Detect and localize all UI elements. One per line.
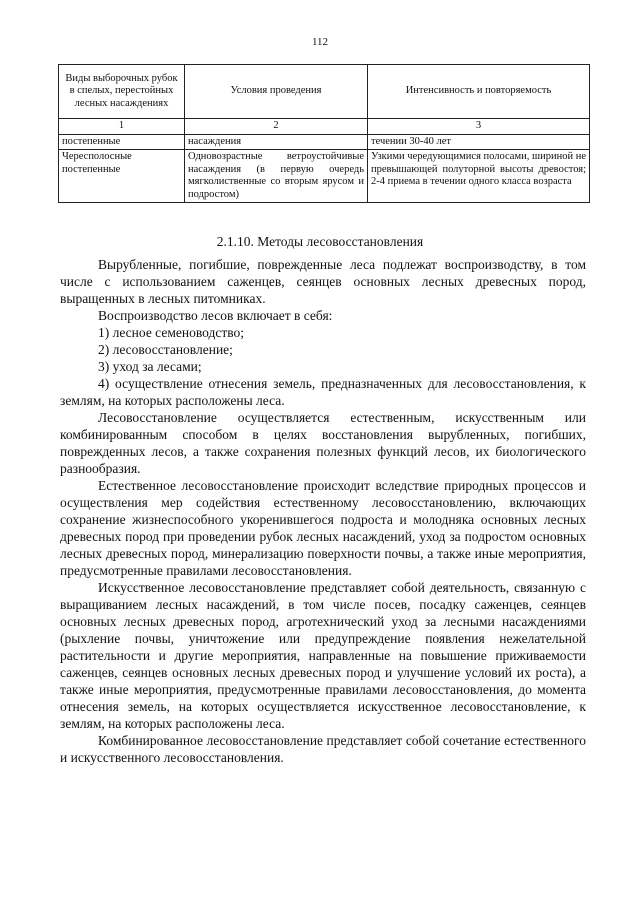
- paragraph: Естественное лесовосстановление происходит вследствие природных процессов и осуществления мер содействия естественному лесовосстановлению, включающих сохранение жизнеспособного укоренившегося подроста и молодняка основных лесных древесных пород при проведении рубок лесных насаждений, уход за подростом основных лесных древесных пород, минерализацию поверхности почвы, а также иные мероприятия, предусмотренные правилами лесовосстановления.: [60, 478, 586, 578]
- table-header-row: [59, 65, 590, 119]
- paragraph: Воспроизводство лесов включает в себя:: [98, 308, 333, 323]
- table-column-numbers-row: [59, 119, 590, 135]
- table-row: [59, 134, 590, 150]
- page-number: 112: [311, 36, 329, 48]
- logging-methods-table: [58, 64, 590, 203]
- column-number: 2: [185, 119, 368, 135]
- table-row: [59, 150, 590, 203]
- list-item: 4) осуществление отнесения земель, предназначенных для лесовосстановления, к землям, на которых расположены леса.: [60, 376, 586, 408]
- paragraph: Вырубленные, погибшие, поврежденные леса подлежат воспроизводству, в том числе с использованием саженцев, сеянцев основных лесных древесных пород, выращенных в лесных питомниках.: [60, 257, 586, 306]
- table-header-cell: Условия проведения: [185, 65, 368, 119]
- list-item: 3) уход за лесами;: [98, 359, 202, 374]
- column-number: 1: [59, 119, 185, 135]
- table-cell: насаждения: [185, 134, 368, 150]
- table-cell: постепенные: [59, 134, 185, 150]
- column-number: 3: [368, 119, 590, 135]
- table-cell: Чересполосные постепенные: [59, 150, 185, 203]
- list-item: 2) лесовосстановление;: [98, 342, 233, 357]
- table-header-cell: Интенсивность и повторяемость: [368, 65, 590, 119]
- paragraph: Искусственное лесовосстановление представляет собой деятельность, связанную с выращиванием лесных насаждений, в том числе посев, посадку саженцев, сеянцев основных лесных древесных пород, агротехнический уход за лесными насаждениями (рыхление почвы, уничтожение или предупреждение появления нежелательной растительности и другие мероприятия, направленные на повышение приживаемости саженцев, сеянцев основных лесных древесных пород и улучшение условий их роста), а также иные мероприятия, предусмотренные правилами лесовосстановления, до момента отнесения земель, на которых осуществляется искусственное лесовосстановление, к землям, на которых расположены леса.: [60, 580, 586, 731]
- table-cell: Узкими чередующимися полосами, шириной не превышающей полуторной высоты древостоя; 2-4 приема в течении одного класса возраста: [368, 150, 590, 203]
- section-title: 2.1.10. Методы лесовосстановления: [216, 234, 424, 249]
- table-cell: Одновозрастные ветроустойчивые насаждения (в первую очередь мягколиственные со вторым ярусом и подростом): [185, 150, 368, 203]
- list-item: 1) лесное семеноводство;: [98, 325, 245, 340]
- paragraph: Лесовосстановление осуществляется естественным, искусственным или комбинированным способом в целях восстановления вырубленных, погибших, поврежденных лесов, а также сохранения полезных функций лесов, их биологического разнообразия.: [60, 410, 586, 476]
- document-body: [60, 256, 586, 766]
- table-cell: течении 30-40 лет: [368, 134, 590, 150]
- paragraph: Комбинированное лесовосстановление представляет собой сочетание естественного и искусственного лесовосстановления.: [60, 733, 586, 765]
- table-header-cell: Виды выборочных рубок в спелых, перестойных лесных насаждениях: [59, 65, 185, 119]
